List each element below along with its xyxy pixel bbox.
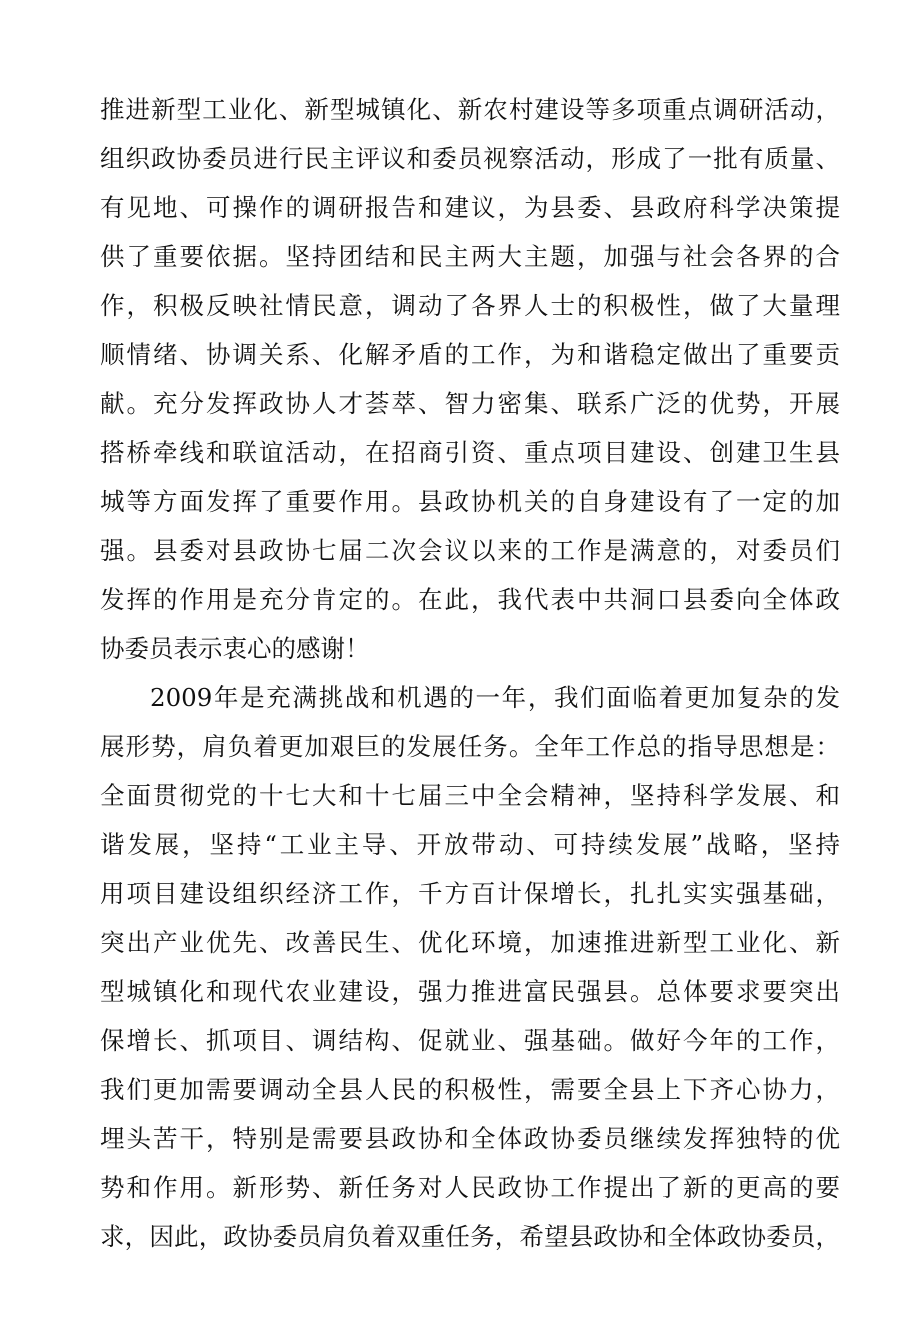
text-line: 强。县委对县政协七届二次会议以来的工作是满意的，对委员们 [100, 536, 840, 565]
text-line: 供了重要依据。坚持团结和民主两大主题，加强与社会各界的合 [100, 242, 840, 271]
text-line: 搭桥牵线和联谊活动，在招商引资、重点项目建设、创建卫生县 [100, 438, 840, 467]
text-line: 突出产业优先、改善民生、优化环境，加速推进新型工业化、新 [100, 928, 840, 957]
text-line: 协委员表示衷心的感谢！ [100, 634, 370, 663]
text-line: 献。充分发挥政协人才荟萃、智力密集、联系广泛的优势，开展 [100, 389, 840, 418]
text-line: 组织政协委员进行民主评议和委员视察活动，形成了一批有质量、 [100, 144, 840, 173]
text-line: 埋头苦干，特别是需要县政协和全体政协委员继续发挥独特的优 [100, 1124, 840, 1153]
text-line: 推进新型工业化、新型城镇化、新农村建设等多项重点调研活动， [100, 95, 840, 124]
text-line: 作，积极反映社情民意，调动了各界人士的积极性，做了大量理 [100, 291, 840, 320]
text-line: 顺情绪、协调关系、化解矛盾的工作，为和谐稳定做出了重要贡 [100, 340, 840, 369]
text-line: 展形势，肩负着更加艰巨的发展任务。全年工作总的指导思想是： [100, 732, 840, 761]
text-line: 有见地、可操作的调研报告和建议，为县委、县政府科学决策提 [100, 193, 840, 222]
text-line: 我们更加需要调动全县人民的积极性，需要全县上下齐心协力， [100, 1075, 840, 1104]
text-line: 用项目建设组织经济工作，千方百计保增长，扎扎实实强基础， [100, 879, 840, 908]
text-line: 全面贯彻党的十七大和十七届三中全会精神，坚持科学发展、和 [100, 781, 840, 810]
text-line: 2009年是充满挑战和机遇的一年，我们面临着更加复杂的发 [150, 683, 840, 712]
text-line: 势和作用。新形势、新任务对人民政协工作提出了新的更高的要 [100, 1173, 840, 1202]
text-line: 城等方面发挥了重要作用。县政协机关的自身建设有了一定的加 [100, 487, 840, 516]
text-line: 谐发展，坚持“工业主导、开放带动、可持续发展”战略，坚持 [100, 830, 840, 859]
text-line: 保增长、抓项目、调结构、促就业、强基础。做好今年的工作， [100, 1026, 840, 1055]
text-line: 发挥的作用是充分肯定的。在此，我代表中共洞口县委向全体政 [100, 585, 840, 614]
text-line: 求，因此，政协委员肩负着双重任务，希望县政协和全体政协委员， [100, 1222, 840, 1251]
text-line: 型城镇化和现代农业建设，强力推进富民强县。总体要求要突出 [100, 977, 840, 1006]
